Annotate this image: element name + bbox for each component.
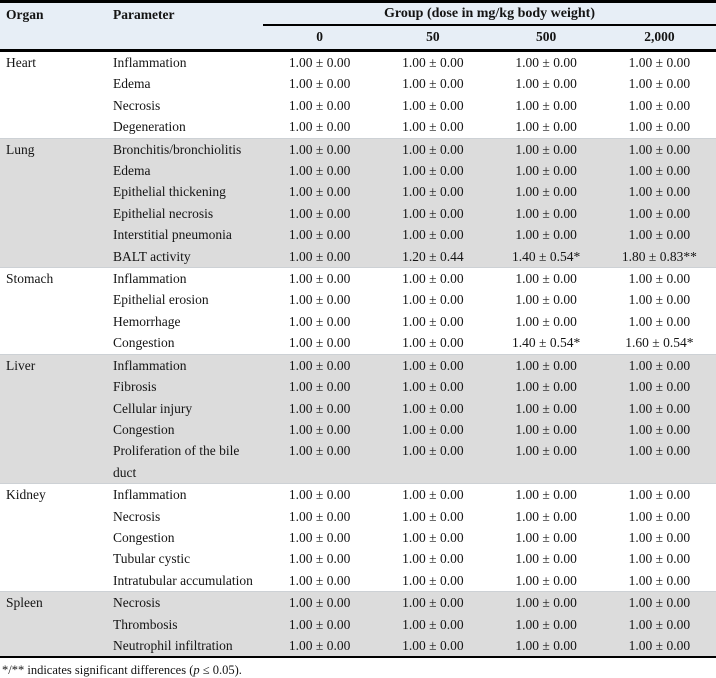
value-cell: 1.00 ± 0.00 bbox=[603, 138, 716, 160]
dose-header: 500 bbox=[490, 25, 603, 51]
organ-cell: Kidney bbox=[6, 487, 46, 503]
organ-column-header: Organ bbox=[0, 2, 105, 51]
table-row bbox=[0, 484, 716, 506]
value-cell: 1.20 ± 0.44 bbox=[376, 246, 489, 268]
value-cell: 1.00 ± 0.00 bbox=[288, 487, 351, 503]
value-cell: 1.00 ± 0.00 bbox=[490, 354, 603, 376]
dose-header: 2,000 bbox=[603, 25, 716, 51]
table-row bbox=[0, 376, 716, 397]
parameter-cell: Necrosis bbox=[113, 97, 161, 113]
table-row bbox=[0, 224, 716, 245]
value-cell: 1.00 ± 0.00 bbox=[402, 76, 464, 92]
footnote-p-symbol: p bbox=[193, 663, 200, 678]
value-cell: 1.00 ± 0.00 bbox=[628, 529, 691, 545]
parameter-cell: Necrosis bbox=[113, 508, 161, 524]
value-cell: 1.00 ± 0.00 bbox=[288, 271, 351, 287]
value-cell: 1.00 ± 0.00 bbox=[402, 271, 464, 287]
value-cell: 1.00 ± 0.00 bbox=[515, 76, 577, 92]
organ-cell: Stomach bbox=[6, 271, 54, 287]
value-cell: 1.00 ± 0.00 bbox=[263, 224, 376, 245]
value-cell: 1.00 ± 0.00 bbox=[376, 440, 489, 483]
table-row bbox=[0, 311, 716, 332]
table-row bbox=[0, 527, 716, 548]
table-row bbox=[0, 354, 716, 376]
value-cell: 1.00 ± 0.00 bbox=[376, 181, 489, 202]
parameter-cell: Fibrosis bbox=[105, 376, 263, 397]
value-cell: 1.00 ± 0.00 bbox=[515, 551, 577, 567]
parameter-cell: Proliferation of the bile duct bbox=[105, 440, 263, 483]
value-cell: 1.00 ± 0.00 bbox=[490, 398, 603, 419]
value-cell: 1.00 ± 0.00 bbox=[376, 354, 489, 376]
value-cell: 1.00 ± 0.00 bbox=[515, 313, 577, 329]
table-row bbox=[0, 398, 716, 419]
value-cell: 1.00 ± 0.00 bbox=[263, 614, 376, 635]
value-cell: 1.00 ± 0.00 bbox=[628, 551, 691, 567]
table-row bbox=[0, 138, 716, 160]
table-row bbox=[0, 332, 716, 354]
parameter-cell: Degeneration bbox=[113, 119, 186, 135]
table-row bbox=[0, 548, 716, 569]
value-cell: 1.00 ± 0.00 bbox=[402, 572, 464, 588]
value-cell: 1.00 ± 0.00 bbox=[603, 635, 716, 657]
value-cell: 1.00 ± 0.00 bbox=[628, 55, 691, 70]
value-cell: 1.00 ± 0.00 bbox=[376, 614, 489, 635]
value-cell: 1.00 ± 0.00 bbox=[515, 55, 577, 70]
value-cell: 1.00 ± 0.00 bbox=[402, 529, 464, 545]
organ-cell: Lung bbox=[0, 138, 105, 267]
value-cell: 1.00 ± 0.00 bbox=[402, 313, 464, 329]
organ-cell: Liver bbox=[0, 354, 105, 483]
value-cell: 1.00 ± 0.00 bbox=[603, 614, 716, 635]
value-cell: 1.00 ± 0.00 bbox=[490, 614, 603, 635]
parameter-cell: Inflammation bbox=[113, 55, 187, 70]
value-cell: 1.00 ± 0.00 bbox=[490, 376, 603, 397]
value-cell: 1.00 ± 0.00 bbox=[376, 203, 489, 224]
value-cell: 1.00 ± 0.00 bbox=[288, 529, 351, 545]
value-cell: 1.00 ± 0.00 bbox=[288, 313, 351, 329]
table-row bbox=[0, 181, 716, 202]
value-cell: 1.00 ± 0.00 bbox=[263, 246, 376, 268]
parameter-cell: BALT activity bbox=[105, 246, 263, 268]
value-cell: 1.00 ± 0.00 bbox=[288, 572, 351, 588]
value-cell: 1.00 ± 0.00 bbox=[376, 398, 489, 419]
value-cell: 1.00 ± 0.00 bbox=[376, 160, 489, 181]
parameter-cell: Cellular injury bbox=[105, 398, 263, 419]
value-cell: 1.00 ± 0.00 bbox=[515, 572, 577, 588]
value-cell: 1.00 ± 0.00 bbox=[490, 419, 603, 440]
value-cell: 1.00 ± 0.00 bbox=[376, 592, 489, 614]
value-cell: 1.00 ± 0.00 bbox=[288, 508, 351, 524]
value-cell: 1.00 ± 0.00 bbox=[288, 551, 351, 567]
value-cell: 1.00 ± 0.00 bbox=[263, 138, 376, 160]
value-cell: 1.60 ± 0.54* bbox=[625, 335, 694, 351]
value-cell: 1.00 ± 0.00 bbox=[603, 203, 716, 224]
value-cell: 1.00 ± 0.00 bbox=[603, 181, 716, 202]
table-row bbox=[0, 268, 716, 290]
value-cell: 1.00 ± 0.00 bbox=[628, 572, 691, 588]
value-cell: 1.00 ± 0.00 bbox=[603, 224, 716, 245]
table-row bbox=[0, 160, 716, 181]
table-row bbox=[0, 635, 716, 657]
organ-section bbox=[0, 268, 716, 355]
header-row-1 bbox=[0, 2, 716, 26]
organ-section bbox=[0, 484, 716, 592]
parameter-cell: Epithelial thickening bbox=[105, 181, 263, 202]
value-cell: 1.00 ± 0.00 bbox=[603, 419, 716, 440]
parameter-column-header: Parameter bbox=[105, 2, 263, 51]
value-cell: 1.00 ± 0.00 bbox=[288, 119, 351, 135]
value-cell: 1.00 ± 0.00 bbox=[603, 592, 716, 614]
value-cell: 1.00 ± 0.00 bbox=[515, 508, 577, 524]
value-cell: 1.00 ± 0.00 bbox=[628, 292, 691, 308]
table-row bbox=[0, 506, 716, 527]
parameter-cell: Congestion bbox=[113, 335, 175, 351]
value-cell: 1.00 ± 0.00 bbox=[263, 181, 376, 202]
table-row bbox=[0, 440, 716, 483]
value-cell: 1.00 ± 0.00 bbox=[288, 97, 351, 113]
value-cell: 1.00 ± 0.00 bbox=[263, 398, 376, 419]
value-cell: 1.00 ± 0.00 bbox=[515, 292, 577, 308]
dose-header: 50 bbox=[376, 25, 489, 51]
parameter-cell: Epithelial erosion bbox=[113, 292, 209, 308]
value-cell: 1.00 ± 0.00 bbox=[628, 508, 691, 524]
value-cell: 1.00 ± 0.00 bbox=[263, 203, 376, 224]
value-cell: 1.40 ± 0.54* bbox=[512, 335, 581, 351]
value-cell: 1.00 ± 0.00 bbox=[402, 292, 464, 308]
parameter-cell: Inflammation bbox=[113, 487, 187, 503]
table-row bbox=[0, 73, 716, 94]
value-cell: 1.00 ± 0.00 bbox=[288, 76, 351, 92]
parameter-cell: Tubular cystic bbox=[113, 551, 191, 567]
table-row bbox=[0, 289, 716, 310]
value-cell: 1.00 ± 0.00 bbox=[490, 224, 603, 245]
value-cell: 1.00 ± 0.00 bbox=[402, 487, 464, 503]
value-cell: 1.00 ± 0.00 bbox=[628, 313, 691, 329]
value-cell: 1.00 ± 0.00 bbox=[628, 271, 691, 287]
parameter-cell: Edema bbox=[105, 160, 263, 181]
value-cell: 1.00 ± 0.00 bbox=[515, 97, 577, 113]
parameter-cell: Inflammation bbox=[113, 271, 187, 287]
table-row bbox=[0, 419, 716, 440]
value-cell: 1.00 ± 0.00 bbox=[628, 76, 691, 92]
value-cell: 1.00 ± 0.00 bbox=[515, 529, 577, 545]
parameter-cell: Inflammation bbox=[105, 354, 263, 376]
value-cell: 1.00 ± 0.00 bbox=[402, 55, 464, 70]
value-cell: 1.00 ± 0.00 bbox=[263, 354, 376, 376]
value-cell: 1.00 ± 0.00 bbox=[628, 119, 691, 135]
value-cell: 1.00 ± 0.00 bbox=[263, 160, 376, 181]
value-cell: 1.00 ± 0.00 bbox=[490, 138, 603, 160]
value-cell: 1.00 ± 0.00 bbox=[490, 635, 603, 657]
footnote-text: */** indicates significant differences ( bbox=[2, 663, 194, 678]
value-cell: 1.00 ± 0.00 bbox=[402, 119, 464, 135]
value-cell: 1.00 ± 0.00 bbox=[263, 376, 376, 397]
organ-section bbox=[0, 51, 716, 139]
value-cell: 1.00 ± 0.00 bbox=[288, 55, 351, 70]
value-cell: 1.00 ± 0.00 bbox=[288, 335, 351, 351]
value-cell: 1.00 ± 0.00 bbox=[603, 440, 716, 483]
group-column-header: Group (dose in mg/kg body weight) bbox=[263, 2, 716, 26]
parameter-cell: Congestion bbox=[105, 419, 263, 440]
value-cell: 1.00 ± 0.00 bbox=[376, 376, 489, 397]
value-cell: 1.00 ± 0.00 bbox=[263, 592, 376, 614]
value-cell: 1.00 ± 0.00 bbox=[515, 487, 577, 503]
parameter-cell: Bronchitis/bronchiolitis bbox=[105, 138, 263, 160]
table-row bbox=[0, 95, 716, 116]
table-row bbox=[0, 592, 716, 614]
parameter-cell: Thrombosis bbox=[105, 614, 263, 635]
footnote-text-end: ≤ 0.05). bbox=[199, 663, 242, 678]
value-cell: 1.00 ± 0.00 bbox=[490, 181, 603, 202]
value-cell: 1.00 ± 0.00 bbox=[628, 487, 691, 503]
value-cell: 1.00 ± 0.00 bbox=[515, 271, 577, 287]
value-cell: 1.00 ± 0.00 bbox=[490, 592, 603, 614]
table-row bbox=[0, 203, 716, 224]
parameter-cell: Necrosis bbox=[105, 592, 263, 614]
value-cell: 1.00 ± 0.00 bbox=[603, 376, 716, 397]
parameter-cell: Epithelial necrosis bbox=[105, 203, 263, 224]
parameter-cell: Interstitial pneumonia bbox=[105, 224, 263, 245]
value-cell: 1.00 ± 0.00 bbox=[603, 354, 716, 376]
value-cell: 1.00 ± 0.00 bbox=[490, 203, 603, 224]
value-cell: 1.00 ± 0.00 bbox=[515, 119, 577, 135]
table-header bbox=[0, 2, 716, 51]
value-cell: 1.00 ± 0.00 bbox=[490, 440, 603, 483]
table-row bbox=[0, 570, 716, 592]
organ-cell: Spleen bbox=[0, 592, 105, 658]
table-row bbox=[0, 116, 716, 138]
value-cell: 1.00 ± 0.00 bbox=[288, 292, 351, 308]
value-cell: 1.00 ± 0.00 bbox=[376, 138, 489, 160]
organ-section bbox=[0, 354, 716, 483]
value-cell: 1.40 ± 0.54* bbox=[490, 246, 603, 268]
parameter-cell: Intratubular accumulation bbox=[113, 572, 253, 588]
dose-header: 0 bbox=[263, 25, 376, 51]
parameter-cell: Hemorrhage bbox=[113, 313, 181, 329]
value-cell: 1.00 ± 0.00 bbox=[376, 419, 489, 440]
value-cell: 1.00 ± 0.00 bbox=[402, 335, 464, 351]
organ-cell: Heart bbox=[6, 55, 36, 70]
table-row bbox=[0, 614, 716, 635]
parameter-cell: Neutrophil infiltration bbox=[105, 635, 263, 657]
table-row bbox=[0, 51, 716, 74]
parameter-cell: Congestion bbox=[113, 529, 175, 545]
organ-section bbox=[0, 592, 716, 658]
value-cell: 1.80 ± 0.83** bbox=[603, 246, 716, 268]
table-row bbox=[0, 246, 716, 268]
value-cell: 1.00 ± 0.00 bbox=[376, 224, 489, 245]
table-footnote bbox=[0, 663, 716, 678]
value-cell: 1.00 ± 0.00 bbox=[402, 97, 464, 113]
parameter-cell: Edema bbox=[113, 76, 151, 92]
value-cell: 1.00 ± 0.00 bbox=[376, 635, 489, 657]
value-cell: 1.00 ± 0.00 bbox=[402, 508, 464, 524]
value-cell: 1.00 ± 0.00 bbox=[402, 551, 464, 567]
value-cell: 1.00 ± 0.00 bbox=[263, 419, 376, 440]
value-cell: 1.00 ± 0.00 bbox=[263, 635, 376, 657]
value-cell: 1.00 ± 0.00 bbox=[490, 160, 603, 181]
value-cell: 1.00 ± 0.00 bbox=[603, 160, 716, 181]
organ-section bbox=[0, 138, 716, 267]
value-cell: 1.00 ± 0.00 bbox=[628, 97, 691, 113]
value-cell: 1.00 ± 0.00 bbox=[263, 440, 376, 483]
value-cell: 1.00 ± 0.00 bbox=[603, 398, 716, 419]
